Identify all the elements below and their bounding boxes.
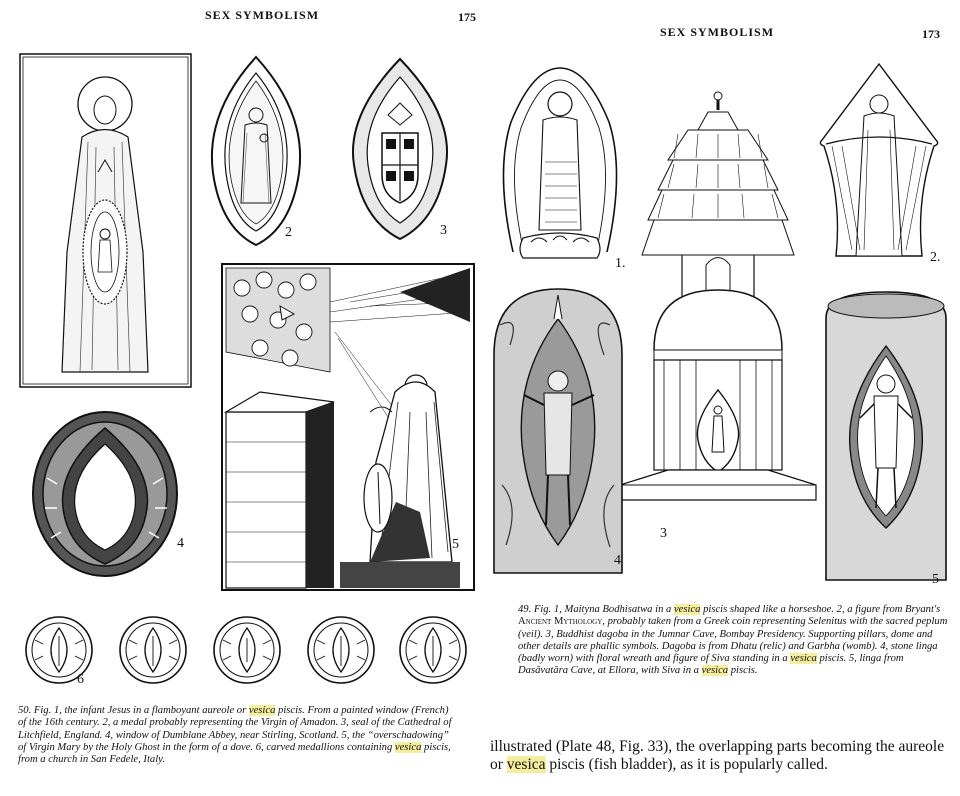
left-caption-text-1: 50. Fig. 1, the infant Jesus in a flamboyant aureole or bbox=[18, 705, 249, 716]
highlight-vesica: vesica bbox=[506, 756, 546, 773]
right-caption-text-4: piscis. 5, linga from Dasāvatāra Cave, at Ellora, with Siva in a bbox=[518, 653, 904, 677]
fig-label-6: 6 bbox=[77, 672, 84, 687]
small-caps-title: Ancient Mythology bbox=[518, 616, 603, 628]
figure-linga-dasavatara bbox=[822, 288, 954, 588]
figure-stone-linga bbox=[490, 285, 630, 585]
fig-label-4: 4 bbox=[177, 536, 184, 551]
right-caption bbox=[518, 604, 950, 678]
right-caption-text-3: , probably taken from a Greek coin representing Selenitus with the sacred peplum (veil). 3, Buddhist dagoba in the Jumnar Cave, Bombay Presidency. Supporting pillars, dome and other details are phallic symbols. Dagoba is from Dhatu (relic) and Garbha (womb). 4, stone linga (badly worn) with floral wreath and figure of Siva standing in a bbox=[518, 616, 948, 665]
figure-seal-litchfield bbox=[342, 55, 458, 243]
fig-label-4-right: 4 bbox=[614, 553, 621, 568]
figure-medallions-row bbox=[15, 610, 475, 694]
right-body-text bbox=[490, 738, 956, 774]
figure-madonna-aureole bbox=[18, 52, 193, 389]
fig-label-3-right: 3 bbox=[660, 526, 667, 541]
fig-label-3: 3 bbox=[440, 223, 447, 238]
figure-window-dumblane bbox=[27, 408, 207, 580]
fig-label-2-right: 2. bbox=[930, 250, 941, 265]
left-page-number: 175 bbox=[458, 10, 476, 24]
left-caption-text-2: piscis. From a painted window (French) of the 16th century. 2, a medal probably representing the Virgin of Amadon. 3, seal of the Cathedral of Litchfield, England. 4, window of Dumblane Abbey, near Stirling, Scotland. 5, the “overschadowing” of Virgin Mary by the Holy Ghost in the form of a dove. 6, carved medallions containing bbox=[18, 705, 452, 753]
highlight-vesica: vesica bbox=[248, 705, 276, 716]
right-page-number: 173 bbox=[922, 27, 940, 41]
left-running-head: SEX SYMBOLISM bbox=[205, 8, 320, 22]
highlight-vesica: vesica bbox=[790, 653, 817, 665]
right-caption-text-5: piscis. bbox=[728, 665, 758, 677]
figure-bodhisattva-horseshoe bbox=[493, 62, 633, 274]
fig-label-5: 5 bbox=[452, 537, 459, 552]
figure-selenitus-peplum bbox=[812, 60, 954, 275]
fig-label-1: 1. bbox=[615, 256, 626, 271]
right-caption-text-2: piscis shaped like a horseshoe. 2, a figure from Bryant's bbox=[700, 604, 941, 615]
left-caption-text-3: piscis, from a church in San Fedele, Italy. bbox=[18, 741, 451, 766]
left-caption bbox=[18, 705, 454, 766]
body-text-after: piscis (fish bladder), as it is popularly called. bbox=[545, 756, 828, 773]
right-caption-text-1: 49. Fig. 1, Maityna Bodhisatwa in a bbox=[518, 604, 674, 615]
fig-label-5-right: 5 bbox=[932, 572, 939, 587]
figure-overshadowing-virgin bbox=[220, 262, 490, 592]
figure-medal-virgin-amadon bbox=[203, 53, 310, 248]
figure-buddhist-dagoba bbox=[618, 90, 818, 540]
highlight-vesica: vesica bbox=[394, 741, 422, 753]
highlight-vesica: vesica bbox=[673, 604, 701, 615]
fig-label-2: 2 bbox=[285, 225, 292, 240]
highlight-vesica: vesica bbox=[701, 665, 729, 677]
body-text-before: illustrated (Plate 48, Fig. 33), the overlapping parts becoming the aureole or bbox=[490, 738, 945, 773]
right-running-head: SEX SYMBOLISM bbox=[660, 25, 775, 39]
